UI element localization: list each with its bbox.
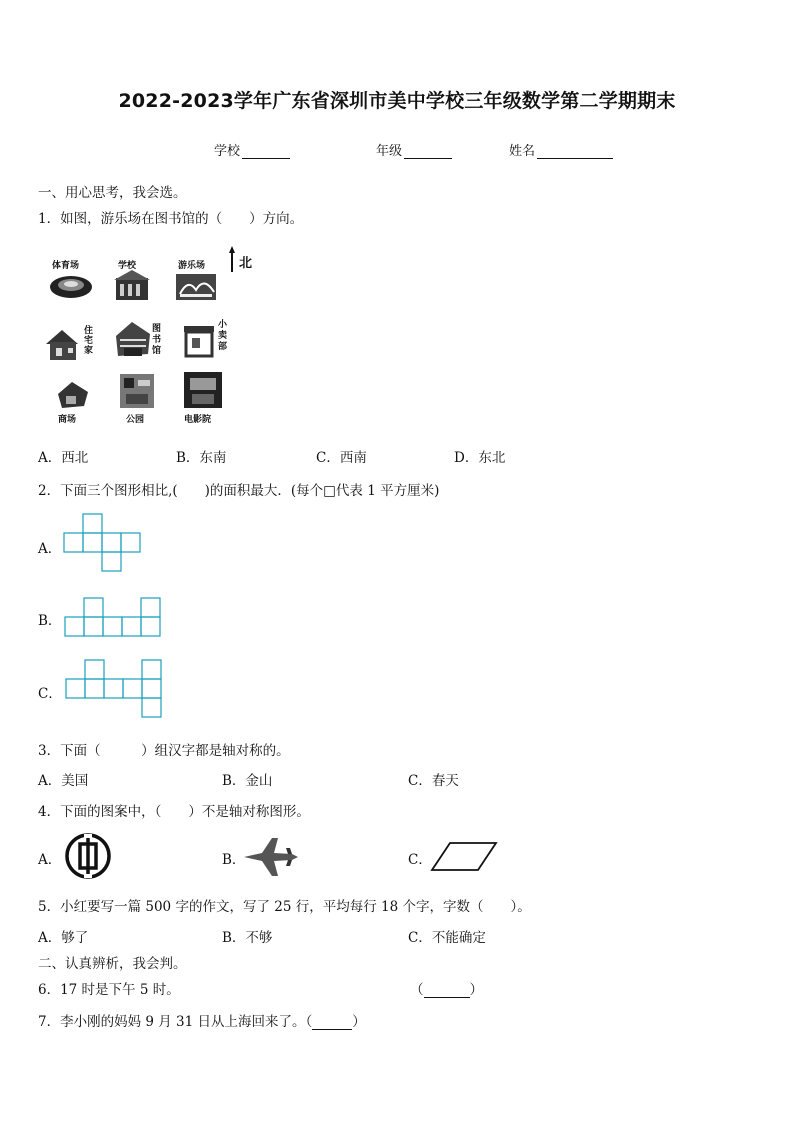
q1-option-d[interactable]: D．东北 bbox=[454, 450, 506, 466]
q1-option-c[interactable]: C．西南 bbox=[316, 450, 367, 466]
cinema-icon bbox=[182, 370, 224, 410]
map-label-residence: 住宅家 bbox=[84, 326, 94, 356]
page-title: 2022-2023学年广东省深圳市美中学校三年级数学第二学期期末 bbox=[118, 90, 676, 112]
q4-option-b[interactable]: B． bbox=[222, 852, 246, 868]
section-2-heading: 二、认真辨析，我会判。 bbox=[38, 956, 187, 972]
question-3: 3．下面（ ）组汉字都是轴对称的。 bbox=[38, 743, 290, 759]
map-label-amusement-park: 游乐场 bbox=[178, 261, 206, 271]
question-6: 6．17 时是下午 5 时。 bbox=[38, 982, 180, 998]
name-label: 姓名 bbox=[509, 144, 536, 159]
q2-shape-b bbox=[64, 597, 164, 639]
question-7: 7．李小刚的妈妈 9 月 31 日从上海回来了。（ ） bbox=[38, 1014, 366, 1030]
q1-option-b[interactable]: B．东南 bbox=[176, 450, 227, 466]
map-label-library: 图书馆 bbox=[152, 324, 162, 356]
question-5: 5．小红要写一篇 500 字的作文，写了 25 行，平均每行 18 个字，字数（ ）。 bbox=[38, 899, 531, 915]
q3-option-c[interactable]: C．春天 bbox=[408, 773, 459, 789]
question-1: 1．如图，游乐场在图书馆的（ ）方向。 bbox=[38, 211, 304, 227]
jet-fighter-icon bbox=[242, 834, 300, 880]
grade-field[interactable] bbox=[376, 140, 452, 159]
residence-icon bbox=[44, 326, 88, 362]
store-icon bbox=[180, 322, 220, 360]
park-icon bbox=[118, 372, 158, 410]
q7-answer-blank[interactable] bbox=[312, 1015, 352, 1030]
school-field[interactable] bbox=[214, 140, 290, 159]
map-label-cinema: 电影院 bbox=[184, 415, 212, 425]
school-label: 学校 bbox=[214, 144, 241, 159]
q5-option-a[interactable]: A．够了 bbox=[38, 930, 89, 946]
q2-option-a[interactable]: A． bbox=[38, 541, 62, 557]
q4-option-c[interactable]: C． bbox=[408, 852, 432, 868]
map-label-school: 学校 bbox=[118, 261, 137, 271]
q1-option-a[interactable]: A．西北 bbox=[38, 450, 89, 466]
question-2: 2．下面三个图形相比,( )的面积最大．(每个□代表 1 平方厘米) bbox=[38, 483, 440, 499]
q2-shape-c bbox=[65, 659, 165, 721]
mall-icon bbox=[54, 380, 92, 410]
map-label-store: 小卖部 bbox=[218, 320, 228, 352]
q3-option-b[interactable]: B．金山 bbox=[222, 773, 273, 789]
q5-option-c[interactable]: C．不能确定 bbox=[408, 930, 486, 946]
q2-option-c[interactable]: C． bbox=[38, 686, 62, 702]
question-4: 4．下面的图案中，（ ）不是轴对称图形。 bbox=[38, 804, 310, 820]
q2-shape-a bbox=[63, 513, 145, 575]
north-label: 北 bbox=[239, 256, 253, 271]
q2-option-b[interactable]: B． bbox=[38, 613, 62, 629]
bank-logo-icon bbox=[62, 832, 116, 880]
q5-option-b[interactable]: B．不够 bbox=[222, 930, 273, 946]
q1-map bbox=[44, 252, 264, 432]
q3-option-a[interactable]: A．美国 bbox=[38, 773, 89, 789]
stadium-icon bbox=[48, 270, 94, 300]
map-label-stadium: 体育场 bbox=[52, 261, 80, 271]
parallelogram-icon bbox=[430, 840, 500, 874]
map-label-mall: 商场 bbox=[58, 415, 77, 425]
grade-label: 年级 bbox=[376, 144, 403, 159]
library-icon bbox=[110, 318, 156, 362]
map-label-park: 公园 bbox=[126, 415, 145, 425]
q6-answer-blank[interactable]: （ ） bbox=[410, 982, 483, 998]
name-field[interactable] bbox=[509, 140, 613, 159]
school-icon bbox=[112, 268, 154, 302]
q4-option-a[interactable]: A． bbox=[38, 852, 62, 868]
section-1-heading: 一、用心思考，我会选。 bbox=[38, 185, 187, 201]
amusement-park-icon bbox=[174, 270, 220, 302]
